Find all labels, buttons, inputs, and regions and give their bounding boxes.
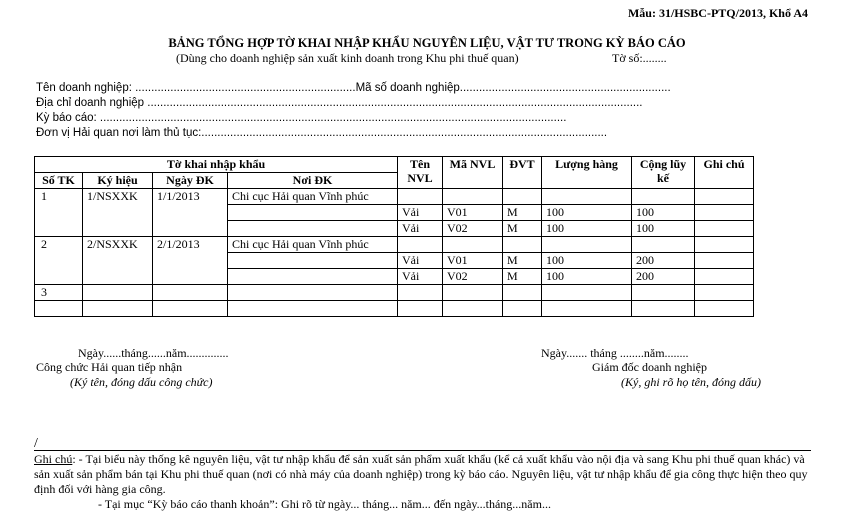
group-header: Tờ khai nhập khẩu <box>35 157 398 173</box>
footnote-line-2: - Tại mục “Kỳ báo cáo thanh khoản”: Ghi rõ từ ngày... tháng... năm... đến ngày...tháng...năm... <box>98 497 551 511</box>
left-signature-note: (Ký tên, đóng dấu công chức) <box>70 375 213 389</box>
cell-ngay-dk: 2/1/2013 <box>153 237 228 285</box>
footnote-mark: / <box>34 436 38 451</box>
header-ngay-dk: Ngày ĐK <box>153 173 228 189</box>
cell-dvt: M <box>503 253 542 269</box>
cell-cong-luy-ke: 200 <box>632 269 695 285</box>
cell-ma-nvl: V02 <box>443 269 503 285</box>
cell-cong-luy-ke: 100 <box>632 205 695 221</box>
right-signature-role: Giám đốc doanh nghiệp <box>592 360 707 374</box>
cell-luong-hang: 100 <box>542 221 632 237</box>
cell-dvt: M <box>503 205 542 221</box>
cell-ten-nvl: Vải <box>398 221 443 237</box>
footnote-divider <box>34 450 811 451</box>
import-declaration-table <box>34 156 754 317</box>
cell-so-tk: 2 <box>35 237 83 285</box>
cell-noi-dk: Chi cục Hải quan Vĩnh phúc <box>228 189 398 205</box>
form-code: Mẫu: 31/HSBC-PTQ/2013, Khổ A4 <box>627 6 808 20</box>
table-row <box>35 301 754 317</box>
header-ky-hieu: Ký hiệu <box>83 173 153 189</box>
cell-cong-luy-ke: 200 <box>632 253 695 269</box>
header-ma-nvl: Mã NVL <box>443 157 503 189</box>
cell-dvt: M <box>503 221 542 237</box>
customs-unit-field: Đơn vị Hải quan nơi làm thủ tục:............................................................................................................................... <box>36 127 608 139</box>
address-field: Địa chỉ doanh nghiệp ........................................................................................................................................................... <box>36 97 643 109</box>
footnote-label: Ghi chú <box>34 452 73 466</box>
cell-cong-luy-ke: 100 <box>632 221 695 237</box>
table-row <box>35 285 754 301</box>
header-so-tk: Số TK <box>35 173 83 189</box>
header-ghi-chu: Ghi chú <box>695 157 754 189</box>
cell-ngay-dk: 1/1/2013 <box>153 189 228 237</box>
header-ten-nvl: Tên NVL <box>398 157 443 189</box>
cell-ten-nvl: Vải <box>398 269 443 285</box>
header-cong-luy-ke: Cộng lũy kế <box>632 157 695 189</box>
left-signature-date: Ngày......tháng......năm.............. <box>78 346 229 360</box>
cell-ma-nvl: V01 <box>443 205 503 221</box>
header-dvt: ĐVT <box>503 157 542 189</box>
table-row <box>35 237 754 253</box>
footnote-line-1: : - Tại biểu này thống kê nguyên liệu, vật tư nhập khẩu để sản xuất sản phẩm xuất khẩu (kể cả xuất khẩu vào nội địa và sang Khu phi thuế quan khác) và sản xuất sản phẩm bán tại Khu phi thuế quan (nơi có nhà máy của doanh nghiệp) trong kỳ báo cáo. Nguyên liệu, vật tư nhập khẩu để gia công thực hiện theo quy định đối với hàng gia công. <box>34 452 808 496</box>
cell-luong-hang: 100 <box>542 205 632 221</box>
cell-ma-nvl: V02 <box>443 221 503 237</box>
document-subtitle: (Dùng cho doanh nghiệp sản xuất kinh doanh trong Khu phi thuế quan) <box>176 51 519 65</box>
left-signature-role: Công chức Hải quan tiếp nhận <box>36 360 183 374</box>
sheet-number: Tờ số:........ <box>612 51 667 65</box>
cell-ten-nvl: Vải <box>398 205 443 221</box>
cell-ma-nvl: V01 <box>443 253 503 269</box>
cell-ten-nvl: Vải <box>398 253 443 269</box>
footnote <box>34 452 814 512</box>
cell-luong-hang: 100 <box>542 269 632 285</box>
cell-dvt: M <box>503 269 542 285</box>
header-luong-hang: Lượng hàng <box>542 157 632 189</box>
cell-luong-hang: 100 <box>542 253 632 269</box>
table-row <box>35 189 754 205</box>
cell-noi-dk: Chi cục Hải quan Vĩnh phúc <box>228 237 398 253</box>
right-signature-date: Ngày....... tháng ........năm........ <box>541 346 689 360</box>
period-field: Kỳ báo cáo: .................................................................................................................................................. <box>36 112 567 124</box>
header-noi-dk: Nơi ĐK <box>228 173 398 189</box>
right-signature-note: (Ký, ghi rõ họ tên, đóng dấu) <box>621 375 761 389</box>
cell-so-tk: 3 <box>35 285 83 301</box>
cell-so-tk: 1 <box>35 189 83 237</box>
company-name-field: Tên doanh nghiệp: .....................................................................Mã số doanh nghiệp.................................................................. <box>36 82 671 94</box>
cell-ky-hieu: 1/NSXXK <box>83 189 153 237</box>
cell-ky-hieu: 2/NSXXK <box>83 237 153 285</box>
document-title: BẢNG TỔNG HỢP TỜ KHAI NHẬP KHẨU NGUYÊN LIỆU, VẬT TƯ TRONG KỲ BÁO CÁO <box>168 36 686 50</box>
